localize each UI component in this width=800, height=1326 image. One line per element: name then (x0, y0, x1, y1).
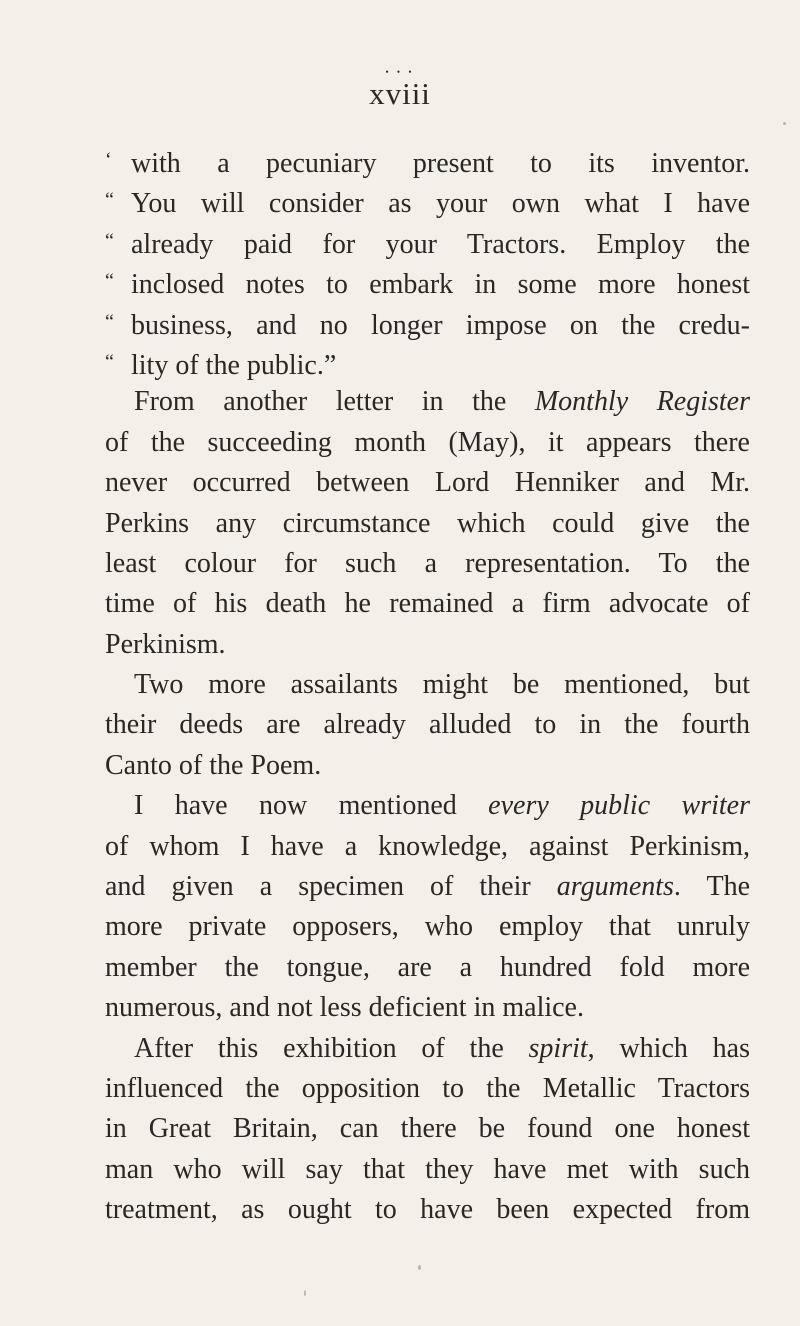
text-line: Two more assailants might be mentioned, but (134, 669, 750, 701)
paper-speck (783, 122, 786, 125)
folio-ornament: • • • (385, 67, 415, 77)
italic-title: Monthly Register (534, 386, 751, 418)
text-line: of whom I have a knowledge, against Perkinism, (105, 830, 750, 862)
text-line: “ You will consider as your own what I have (105, 180, 750, 220)
text-line: never occurred between Lord Henniker and Mr. (105, 467, 750, 499)
text-line: Perkins any circumstance which could give the (105, 507, 750, 539)
text-line: time of his death he remained a firm advocate of (105, 588, 750, 620)
text-line: and given a specimen of their arguments. The (105, 871, 750, 903)
text-line: least colour for such a representation. To the (105, 547, 750, 579)
text-line: “ inclosed notes to embark in some more honest (105, 261, 750, 301)
quote-mark: “ (105, 229, 114, 252)
text-line: their deeds are already alluded to in the fourth (105, 709, 750, 741)
text-line: treatment, as ought to have been expected from (105, 1194, 750, 1226)
text-line: more private opposers, who employ that unruly (105, 911, 750, 943)
text-line: From another letter in the Monthly Register (134, 386, 751, 418)
text-line: man who will say that they have met with such (105, 1153, 750, 1185)
page-number: xviii (369, 76, 431, 111)
text-line: member the tongue, are a hundred fold more (105, 951, 750, 983)
text-line: Perkinism. (105, 628, 226, 660)
text-line: numerous, and not less deficient in malice. (105, 992, 584, 1024)
quote-mark: ‘ (105, 149, 112, 171)
quote-mark: “ (105, 350, 114, 373)
text-line: I have now mentioned every public writer (134, 790, 750, 822)
text-line: of the succeeding month (May), it appears there (105, 426, 750, 458)
quote-mark: “ (105, 189, 114, 212)
paper-speck (418, 1265, 421, 1270)
paper-speck (304, 1290, 306, 1296)
text-line: Canto of the Poem. (105, 749, 322, 781)
quote-mark: “ (105, 270, 114, 293)
italic-word: arguments (556, 871, 674, 903)
text-line: in Great Britain, can there be found one honest (105, 1113, 750, 1145)
italic-word: spirit (528, 1032, 588, 1064)
italic-phrase: every public writer (488, 790, 750, 822)
text-line: “ lity of the public.” (105, 342, 750, 382)
text-line: “ business, and no longer impose on the credu- (105, 302, 750, 342)
body-text (105, 140, 750, 1231)
quote-mark: “ (105, 310, 114, 333)
text-line: “ already paid for your Tractors. Employ the (105, 221, 750, 261)
text-line: influenced the opposition to the Metallic Tractors (105, 1072, 750, 1104)
text-line: ‘ with a pecuniary present to its inventor. (105, 140, 750, 180)
text-line: After this exhibition of the spirit, which has (134, 1032, 750, 1064)
